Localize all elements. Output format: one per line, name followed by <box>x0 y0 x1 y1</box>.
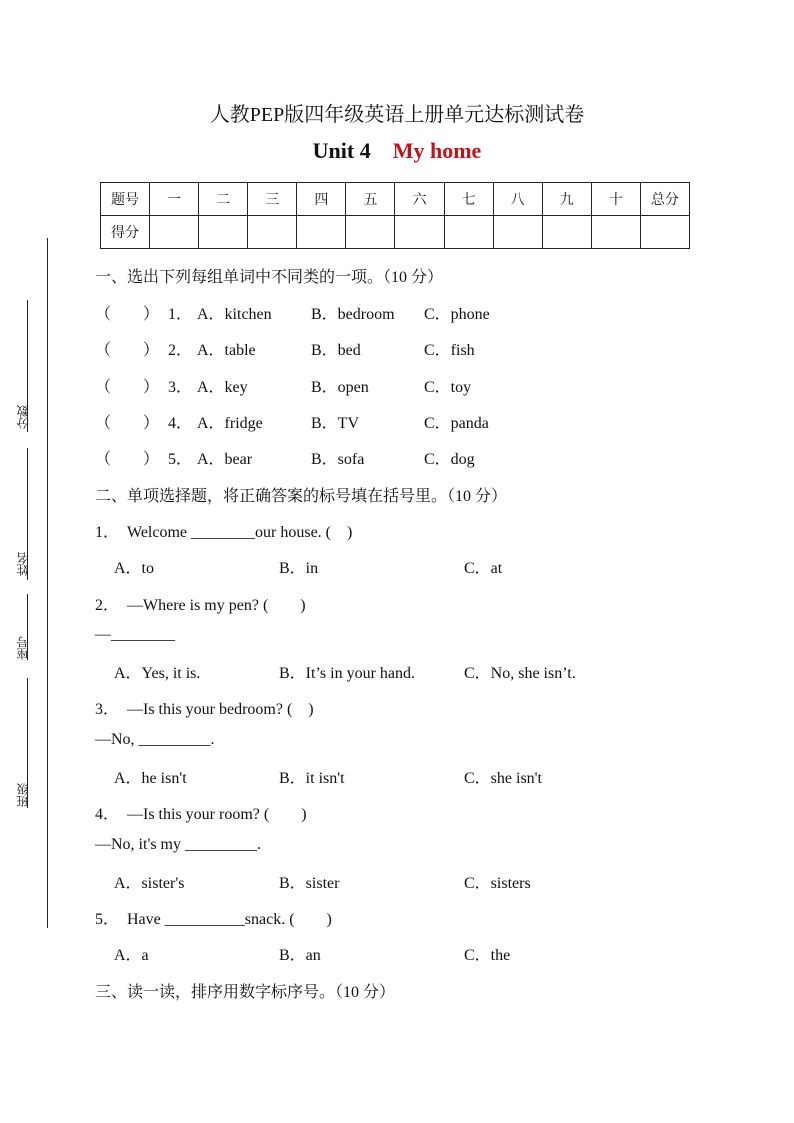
score-entry-cell[interactable] <box>542 216 591 249</box>
answer-paren[interactable]: （ ） <box>95 451 160 468</box>
option-b: B．sofa <box>311 451 365 468</box>
question-3-stem: 3． —Is this your bedroom? ( ) <box>95 701 314 718</box>
question-number: 1． <box>168 306 193 323</box>
q2-option-b: B．It’s in your hand. <box>279 665 415 682</box>
q3-option-c: C．she isn't <box>464 770 543 787</box>
question-4-stem: 4． —Is this your room? ( ) <box>95 806 307 823</box>
seat-label: 座号 <box>16 636 30 660</box>
question-number: 3． <box>168 379 193 396</box>
q3-option-a: A．he isn't <box>114 770 187 787</box>
name-label: 姓名 <box>16 552 30 576</box>
table-cell: 三 <box>248 183 297 216</box>
option-c: C．panda <box>424 415 489 432</box>
score-entry-cell[interactable] <box>150 216 199 249</box>
table-cell: 一 <box>150 183 199 216</box>
score-entry-cell[interactable] <box>640 216 689 249</box>
table-cell: 题号 <box>101 183 150 216</box>
question-number: 5． <box>168 451 193 468</box>
score-table-score-row <box>101 216 690 249</box>
question-number: 4． <box>168 415 193 432</box>
table-cell: 九 <box>542 183 591 216</box>
option-b: B．TV <box>311 415 360 432</box>
table-cell: 六 <box>395 183 444 216</box>
score-entry-cell[interactable] <box>444 216 493 249</box>
option-c: C．phone <box>424 306 490 323</box>
table-cell: 八 <box>493 183 542 216</box>
q2-option-a: A．Yes, it is. <box>114 665 201 682</box>
section-3-heading: 三、读一读，排序用数字标序号。（10 分） <box>95 984 396 1001</box>
table-cell: 十 <box>591 183 640 216</box>
option-a: A．table <box>197 342 256 359</box>
option-c: C．toy <box>424 379 472 396</box>
option-a: A．fridge <box>197 415 263 432</box>
question-5-stem: 5． Have __________snack. ( ) <box>95 911 332 928</box>
unit-title <box>0 138 794 164</box>
option-a: A．kitchen <box>197 306 272 323</box>
score-table-header-row <box>101 183 690 216</box>
q4-option-b: B．sister <box>279 875 340 892</box>
answer-paren[interactable]: （ ） <box>95 306 160 323</box>
unit-number: Unit 4 <box>312 138 371 163</box>
score-entry-cell[interactable] <box>395 216 444 249</box>
option-a: A．bear <box>197 451 253 468</box>
table-cell: 总分 <box>640 183 689 216</box>
q4-answer-line[interactable]: —No, it's my _________. <box>95 836 261 853</box>
score-entry-cell[interactable] <box>346 216 395 249</box>
page-title: 人教PEP版四年级英语上册单元达标测试卷 <box>209 104 585 126</box>
answer-paren[interactable]: （ ） <box>95 379 160 396</box>
q5-option-b: B．an <box>279 947 321 964</box>
option-c: C．fish <box>424 342 475 359</box>
q5-option-c: C．the <box>464 947 511 964</box>
option-a: A．key <box>197 379 248 396</box>
class-label: 班级 <box>16 783 30 807</box>
question-2-stem: 2． —Where is my pen? ( ) <box>95 597 306 614</box>
score-entry-cell[interactable] <box>248 216 297 249</box>
answer-paren[interactable]: （ ） <box>95 342 160 359</box>
option-b: B．bedroom <box>311 306 395 323</box>
table-cell: 四 <box>297 183 346 216</box>
option-c: C．dog <box>424 451 475 468</box>
option-b: B．bed <box>311 342 361 359</box>
table-cell: 七 <box>444 183 493 216</box>
q4-option-c: C．sisters <box>464 875 531 892</box>
q3-option-b: B．it isn't <box>279 770 345 787</box>
score-table <box>100 182 690 249</box>
q2-answer-line[interactable]: —________ <box>95 626 175 643</box>
score-label: 分数 <box>16 405 30 429</box>
answer-paren[interactable]: （ ） <box>95 415 160 432</box>
table-cell: 得分 <box>101 216 150 249</box>
q1-option-a: A．to <box>114 560 155 577</box>
q3-answer-line[interactable]: —No, _________. <box>95 731 215 748</box>
score-entry-cell[interactable] <box>297 216 346 249</box>
q1-option-b: B．in <box>279 560 319 577</box>
score-entry-cell[interactable] <box>493 216 542 249</box>
option-b: B．open <box>311 379 369 396</box>
q5-option-a: A．a <box>114 947 149 964</box>
score-entry-cell[interactable] <box>199 216 248 249</box>
table-cell: 二 <box>199 183 248 216</box>
question-1-stem: 1． Welcome ________our house. ( ) <box>95 524 353 541</box>
section-1-heading: 一、选出下列每组单词中不同类的一项。（10 分） <box>95 269 444 286</box>
binding-line <box>47 238 48 928</box>
score-entry-cell[interactable] <box>591 216 640 249</box>
table-cell: 五 <box>346 183 395 216</box>
question-number: 2． <box>168 342 193 359</box>
q4-option-a: A．sister's <box>114 875 185 892</box>
section-2-heading: 二、单项选择题，将正确答案的标号填在括号里。（10 分） <box>95 488 508 505</box>
unit-name: My home <box>392 138 482 163</box>
q1-option-c: C．at <box>464 560 503 577</box>
q2-option-c: C．No, she isn’t. <box>464 665 576 682</box>
